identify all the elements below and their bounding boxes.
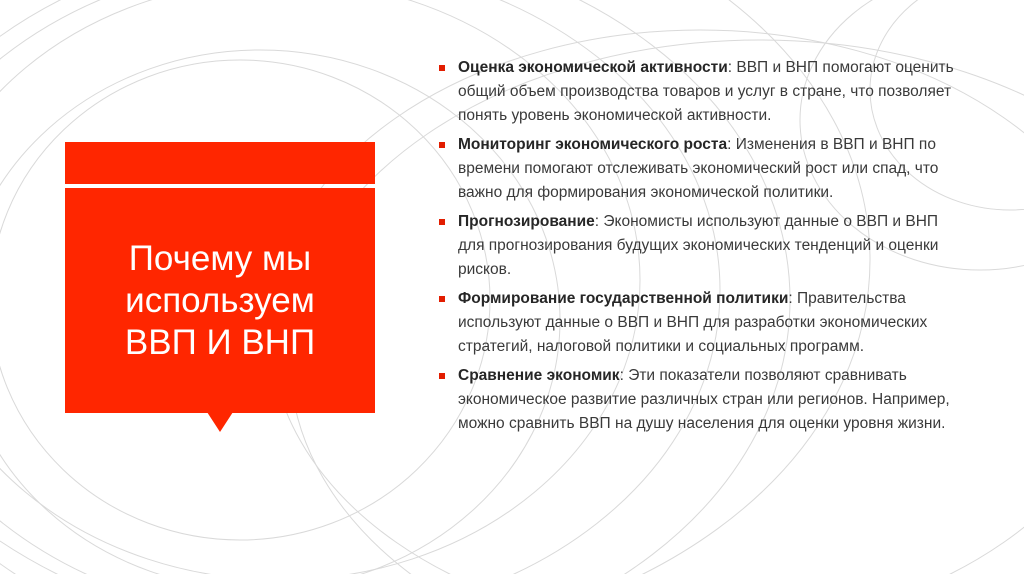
square-bullet-icon [439,142,445,148]
bullet-text: : Эти показатели позволяют сравнивать экономическое развитие различных стран или регионов. Например, можно сравнить ВВП на душу населения для оценки уровня жизни. [458,367,950,432]
title-pointer [207,412,233,432]
bullet-item [437,210,967,282]
title-box [65,188,375,413]
bullet-heading: Оценка экономической активности [458,59,728,76]
bullet-item [437,364,967,436]
square-bullet-icon [439,373,445,379]
bullet-heading: Формирование государственной политики [458,290,789,307]
title-accent-bar [65,142,375,184]
bullet-item [437,133,967,205]
bullet-text: : Правительства используют данные о ВВП и ВНП для разработки экономических стратегий, налоговой политики и социальных программ. [458,290,928,355]
bullet-heading: Прогнозирование [458,213,595,230]
square-bullet-icon [439,296,445,302]
bullet-text: : Изменения в ВВП и ВНП по времени помогают отслеживать экономический рост или спад, что важно для формирования экономической политики. [458,136,939,201]
bullet-heading: Мониторинг экономического роста [458,136,728,153]
bullet-text: : ВВП и ВНП помогают оценить общий объем производства товаров и услуг в стране, что позволяет понять уровень экономической активности. [458,59,954,124]
bullet-heading: Сравнение экономик [458,367,620,384]
slide-title: Почему мы используем ВВП И ВНП [124,238,316,362]
bullet-list [437,56,967,441]
bullet-item [437,287,967,359]
square-bullet-icon [439,219,445,225]
square-bullet-icon [439,65,445,71]
bullet-item [437,56,967,128]
bullet-text: : Экономисты используют данные о ВВП и ВНП для прогнозирования будущих экономических тенденций и оценки рисков. [458,213,939,278]
